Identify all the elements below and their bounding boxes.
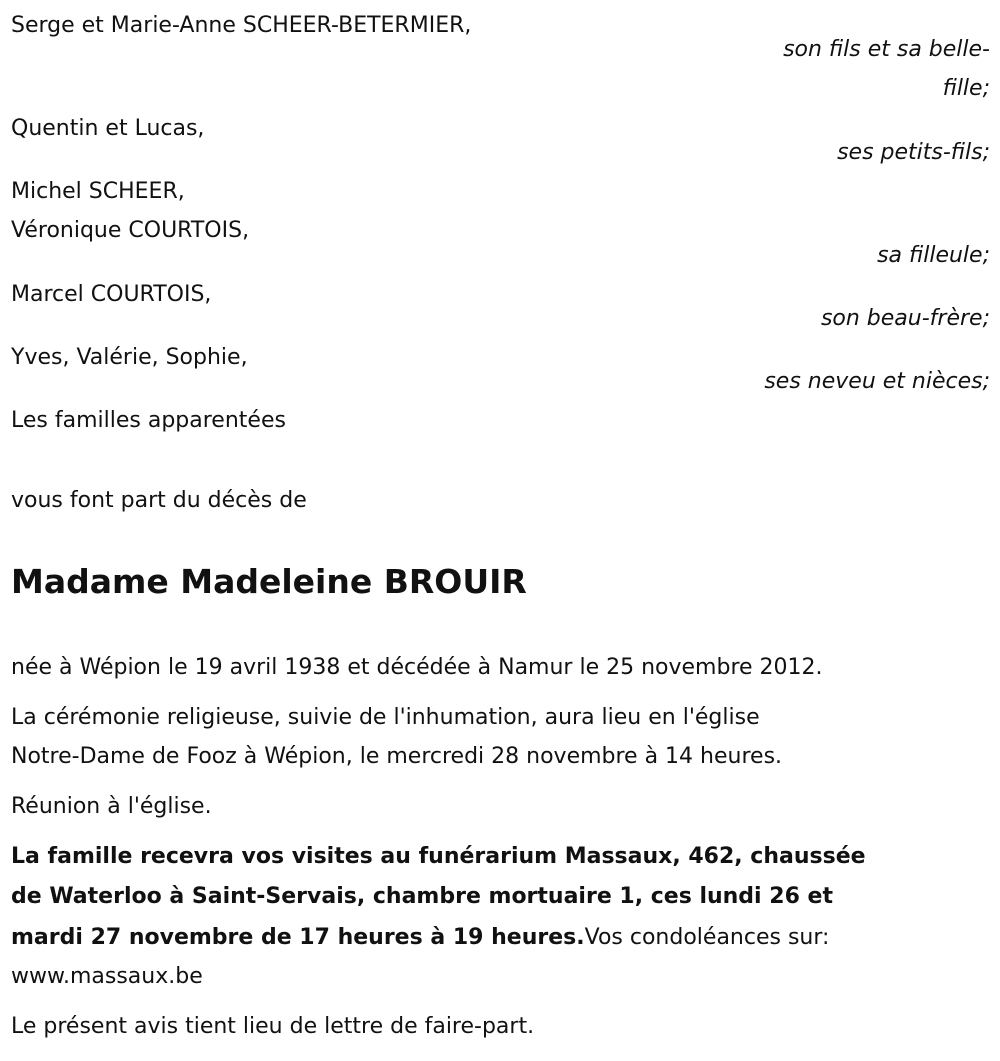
family-names-line-4: Marcel COURTOIS, — [11, 282, 212, 307]
ceremony-text-line-2: Notre-Dame de Fooz à Wépion, le mercredi 28 novembre à 14 heures. — [11, 744, 783, 769]
visits-text-line-2: de Waterloo à Saint-Servais, chambre mortuaire 1, ces lundi 26 et — [11, 884, 833, 909]
family-role-line-1a: son fils et sa belle- — [783, 37, 990, 62]
announcement-text: vous font part du décès de — [11, 488, 307, 513]
family-names-line-5: Yves, Valérie, Sophie, — [11, 345, 248, 370]
visits-text-line-3: mardi 27 novembre de 17 heures à 19 heures. — [11, 925, 585, 950]
family-role-line-5: ses neveu et nièces; — [764, 369, 990, 394]
website-link[interactable]: www.massaux.be — [11, 964, 203, 989]
family-names-line-6: Les familles apparentées — [11, 408, 286, 433]
ceremony-text-line-1: La cérémonie religieuse, suivie de l'inhumation, aura lieu en l'église — [11, 705, 760, 730]
visits-text-line-1: La famille recevra vos visites au funérarium Massaux, 462, chaussée — [11, 844, 866, 869]
family-names-line-3a: Michel SCHEER, — [11, 179, 185, 204]
condolences-text: Vos condoléances sur: — [584, 925, 830, 950]
birth-death-text: née à Wépion le 19 avril 1938 et décédée à Namur le 25 novembre 2012. — [11, 655, 823, 680]
closing-text: Le présent avis tient lieu de lettre de faire-part. — [11, 1014, 535, 1039]
family-names-line-2: Quentin et Lucas, — [11, 116, 205, 141]
family-names-line-3b: Véronique COURTOIS, — [11, 218, 250, 243]
visits-line-3 — [11, 918, 829, 958]
family-role-line-2: ses petits-fils; — [837, 140, 990, 165]
family-role-line-3: sa filleule; — [877, 243, 990, 268]
deceased-name-heading: Madame Madeleine BROUIR — [11, 562, 527, 601]
family-names-line-1: Serge et Marie-Anne SCHEER-BETERMIER, — [11, 13, 472, 38]
family-role-line-1b: fille; — [942, 76, 990, 101]
reunion-text: Réunion à l'église. — [11, 794, 212, 819]
family-role-line-4: son beau-frère; — [820, 306, 990, 331]
